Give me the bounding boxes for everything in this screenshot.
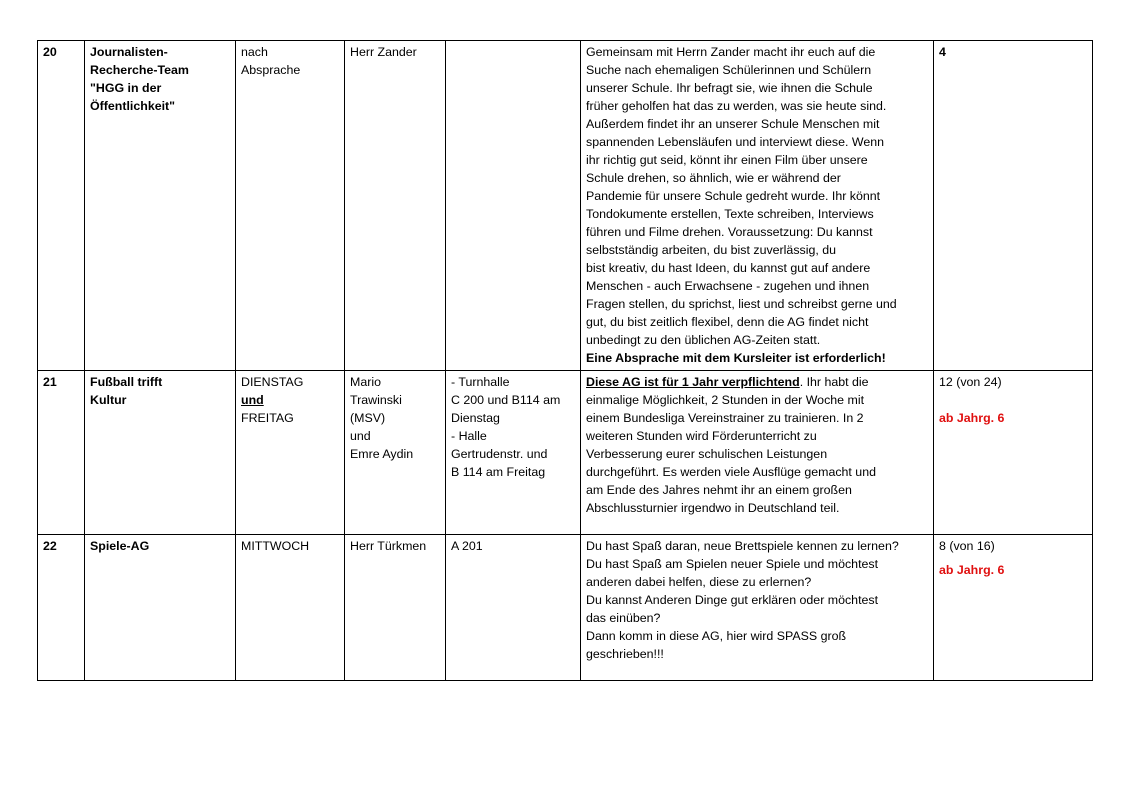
ag-title: Fußball trifft Kultur [85,371,236,535]
ag-leader: Mario Trawinski (MSV) und Emre Aydin [345,371,446,535]
grade-note: ab Jahrg. 6 [939,563,1005,577]
ag-leader: Herr Zander [345,41,446,371]
table-row [38,41,1093,371]
ag-places: 4 [934,41,1093,371]
table-row [38,371,1093,535]
ag-day: DIENSTAG und FREITAG [236,371,345,535]
ag-number: 22 [38,535,85,681]
description-emphasis: Eine Absprache mit dem Kursleiter ist erforderlich! [586,351,886,365]
ag-description: Diese AG ist für 1 Jahr verpflichtend. Ihr habt die einmalige Möglichkeit, 2 Stunden in der Woche mit einem Bundesliga Vereinstrainer zu trainieren. In 2 weiteren Stunden wird Förderunterricht zu Verbesserung eurer schulischen Leistungen durchgeführt. Es werden viele Ausflüge gemacht und am Ende des Jahres nehmt ihr an einem großen Abschlussturnier irgendwo in Deutschland teil. [581,371,934,535]
ag-number: 21 [38,371,85,535]
ag-room: A 201 [446,535,581,681]
ag-number: 20 [38,41,85,371]
ag-description: Gemeinsam mit Herrn Zander macht ihr euch auf die Suche nach ehemaligen Schülerinnen und Schülern unserer Schule. Ihr befragt sie, wie ihnen die Schule früher geholfen hat das zu werden, was sie heute sind. Außerdem findet ihr an unserer Schule Menschen mit spannenden Lebensläufen und interviewt diese. Wenn ihr richtig gut seid, könnt ihr einen Film über unsere Schule drehen, so ähnlich, wie er während der Pandemie für unsere Schule gedreht wurde. Ihr könnt Tondokumente erstellen, Texte schreiben, Interviews führen und Filme drehen. Voraussetzung: Du kannst selbstständig arbeiten, du bist zuverlässig, du bist kreativ, du hast Ideen, du kannst gut auf andere Menschen - auch Erwachsene - zugehen und ihnen Fragen stellen, du sprichst, liest und schreibst gerne und gut, du bist zeitlich flexibel, denn die AG findet nicht unbedingt zu den üblichen AG-Zeiten statt. Eine Absprache mit dem Kursleiter ist erforderlich! [581,41,934,371]
grade-note: ab Jahrg. 6 [939,411,1005,425]
ag-day: MITTWOCH [236,535,345,681]
table-row [38,535,1093,681]
ag-places: 8 (von 16) ab Jahrg. 6 [934,535,1093,681]
ag-description: Du hast Spaß daran, neue Brettspiele kennen zu lernen? Du hast Spaß am Spielen neuer Spiele und möchtest anderen dabei helfen, diese zu erlernen? Du kannst Anderen Dinge gut erklären oder möchtest das einüben? Dann komm in diese AG, hier wird SPASS groß geschrieben!!! [581,535,934,681]
ag-day: nach Absprache [236,41,345,371]
ag-leader: Herr Türkmen [345,535,446,681]
description-emphasis: Diese AG ist für 1 Jahr verpflichtend [586,375,800,389]
ag-title: Spiele-AG [85,535,236,681]
ag-places: 12 (von 24) ab Jahrg. 6 [934,371,1093,535]
ag-table [37,40,1093,681]
ag-room [446,41,581,371]
ag-room: - Turnhalle C 200 und B114 am Dienstag - Halle Gertrudenstr. und B 114 am Freitag [446,371,581,535]
ag-title: Journalisten- Recherche-Team "HGG in der Öffentlichkeit" [85,41,236,371]
